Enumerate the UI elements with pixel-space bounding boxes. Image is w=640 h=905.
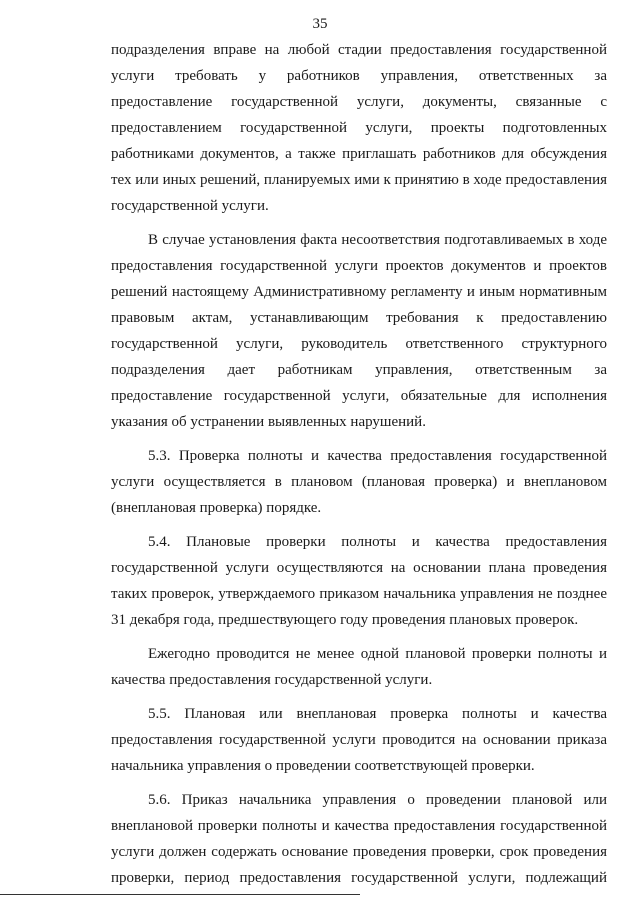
paragraph-5-5: 5.5. Плановая или внеплановая проверка полноты и качества предоставления государственной услуги проводится на основании приказа начальника управления о проведении соответствующей проверки. (111, 706, 607, 774)
page-number: 35 (312, 16, 328, 32)
paragraph-5-6: 5.6. Приказ начальника управления о проведении плановой или внеплановой проверки полноты и качества предоставления государственной услуги должен содержать основание проведения проверки, срок проведения проверки, период предоставления государственной услуги, подлежащий (111, 792, 607, 886)
paragraph-5-3: 5.3. Проверка полноты и качества предоставления государственной услуги осуществляется в плановом (плановая проверка) и внеплановом (внеплановая проверка) порядке. (111, 448, 607, 516)
paragraph-continued: подразделения вправе на любой стадии предоставления государственной услуги требовать у работников управления, ответственных за предоставление государственной услуги, документы, связанные с предоставлением государственной услуги, проекты подготовленных работниками документов, а также приглашать работников для обсуждения тех или иных решений, планируемых ими к принятию в ходе предоставления государственной услуги. (111, 42, 607, 214)
paragraph-nonconformity: В случае установления факта несоответствия подготавливаемых в ходе предоставления государственной услуги проектов документов и проектов решений настоящему Административному регламенту и иным нормативным правовым актам, устанавливающим требования к предоставлению государственной услуги, руководитель ответственного структурного подразделения дает работникам управления, ответственным за предоставление государственной услуги, обязательные для исполнения указания об устранении выявленных нарушений. (111, 232, 607, 430)
document-body (111, 37, 607, 891)
footer-rule (0, 894, 360, 895)
paragraph-5-4: 5.4. Плановые проверки полноты и качества предоставления государственной услуги осуществляются на основании плана проведения таких проверок, утверждаемого приказом начальника управления не позднее 31 декабря года, предшествующего году проведения плановых проверок. (111, 534, 607, 628)
paragraph-annual-check: Ежегодно проводится не менее одной плановой проверки полноты и качества предоставления государственной услуги. (111, 646, 607, 688)
